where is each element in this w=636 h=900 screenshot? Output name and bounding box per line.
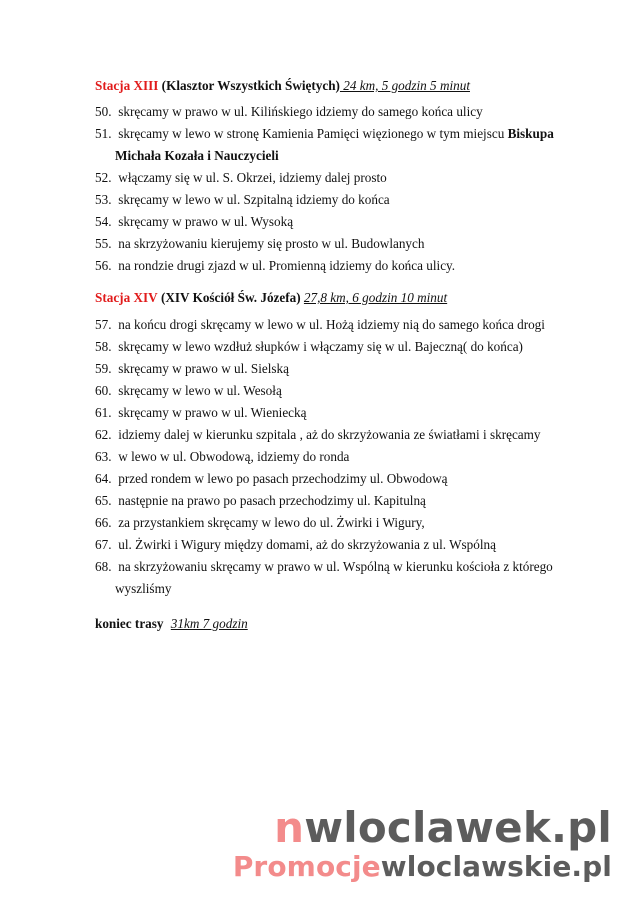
route-step-number: 63. [95,449,112,464]
route-step-text: skręcamy w lewo w stronę Kamienia Pamięci więzionego w tym miejscu [118,126,508,141]
route-step-54 [95,214,293,230]
route-step-text: skręcamy w prawo w ul. Sielską [118,361,289,376]
route-step-text: ul. Żwirki i Wigury między domami, aż do skrzyżowania z ul. Wspólną [118,537,496,552]
route-step-number: 67. [95,537,112,552]
route-step-58 [95,339,523,355]
route-step-text: w lewo w ul. Obwodową, idziemy do ronda [118,449,350,464]
route-step-67 [95,537,496,553]
route-step-text: przed rondem w lewo po pasach przechodzimy ul. Obwodową [118,471,448,486]
route-summary [95,616,248,632]
site-watermark-secondary [233,852,612,882]
route-step-68 [95,559,553,596]
route-step-bold-text: Biskupa [507,126,554,141]
station-heading-xiii [95,78,470,94]
station-place: (Klasztor Wszystkich Świętych) [161,78,340,93]
route-step-52 [95,170,387,186]
watermark-main-text: wloclawskie.pl [380,850,612,883]
route-step-62 [95,427,541,443]
route-step-number: 52. [95,170,112,185]
route-step-text: skręcamy w prawo w ul. Wysoką [118,214,294,229]
route-step-number: 62. [95,427,112,442]
route-step-number: 57. [95,317,112,332]
route-step-63 [95,449,349,465]
route-step-number: 56. [95,258,112,273]
route-step-text: za przystankiem skręcamy w lewo do ul. Żwirki i Wigury, [118,515,425,530]
route-step-text: skręcamy w lewo w ul. Szpitalną idziemy do końca [118,192,390,207]
route-step-53 [95,192,390,208]
route-step-number: 66. [95,515,112,530]
route-step-number: 58. [95,339,112,354]
route-step-60 [95,383,282,399]
route-step-56 [95,258,455,274]
route-step-number: 64. [95,471,112,486]
station-place: (XIV Kościół Św. Józefa) [160,290,301,305]
route-step-number: 60. [95,383,112,398]
route-step-text: następnie na prawo po pasach przechodzimy ul. Kapitulną [118,493,426,508]
route-step-number: 51. [95,126,112,141]
route-step-text: skręcamy w lewo wzdłuż słupków i włączamy się w ul. Bajeczną( do końca) [118,339,523,354]
watermark-main-text: wloclawek.pl [304,803,612,852]
route-step-text: na rondzie drugi zjazd w ul. Promienną idziemy do końca ulicy. [118,258,456,273]
route-step-66 [95,515,425,531]
station-distance: 27,8 km, 6 godzin 10 minut [303,290,448,305]
route-end-label: koniec trasy [95,616,164,631]
route-step-65 [95,493,426,509]
site-watermark-primary [274,803,612,852]
route-step-text: włączamy się w ul. S. Okrzei, idziemy dalej prosto [118,170,387,185]
station-heading-xiv [95,290,447,306]
route-step-number: 50. [95,104,112,119]
route-step-text: skręcamy w prawo w ul. Wieniecką [118,405,307,420]
route-step-number: 59. [95,361,112,376]
route-step-text: idziemy dalej w kierunku szpitala , aż do skrzyżowania ze światłami i skręcamy [118,427,541,442]
route-step-number: 53. [95,192,112,207]
route-step-text: skręcamy w lewo w ul. Wesołą [118,383,282,398]
route-step-number: 68. [95,559,112,574]
route-step-continuation: wyszliśmy [115,581,172,596]
route-step-text: na skrzyżowaniu skręcamy w prawo w ul. Wspólną w kierunku kościoła z którego [118,559,553,574]
route-step-number: 54. [95,214,112,229]
route-step-text: na końcu drogi skręcamy w lewo w ul. Hożą idziemy nią do samego końca drogi [118,317,545,332]
station-distance: 24 km, 5 godzin 5 minut [339,78,470,93]
station-label: Stacja XIV [95,290,158,305]
route-step-55 [95,236,424,252]
route-step-61 [95,405,306,421]
route-end-value: 31km 7 godzin [170,616,248,631]
route-step-number: 55. [95,236,112,251]
route-step-50 [95,104,483,120]
route-step-51 [95,126,554,163]
route-step-59 [95,361,289,377]
route-step-text: skręcamy w prawo w ul. Kilińskiego idziemy do samego końca ulicy [118,104,483,119]
route-step-57 [95,317,545,333]
station-label: Stacja XIII [95,78,159,93]
watermark-accent-text: n [274,803,305,852]
watermark-accent-text: Promocje [232,850,381,883]
route-step-text: na skrzyżowaniu kierujemy się prosto w ul. Budowlanych [118,236,425,251]
route-step-number: 61. [95,405,112,420]
route-step-64 [95,471,448,487]
route-step-continuation: Michała Kozała i Nauczycieli [115,148,279,163]
route-step-number: 65. [95,493,112,508]
